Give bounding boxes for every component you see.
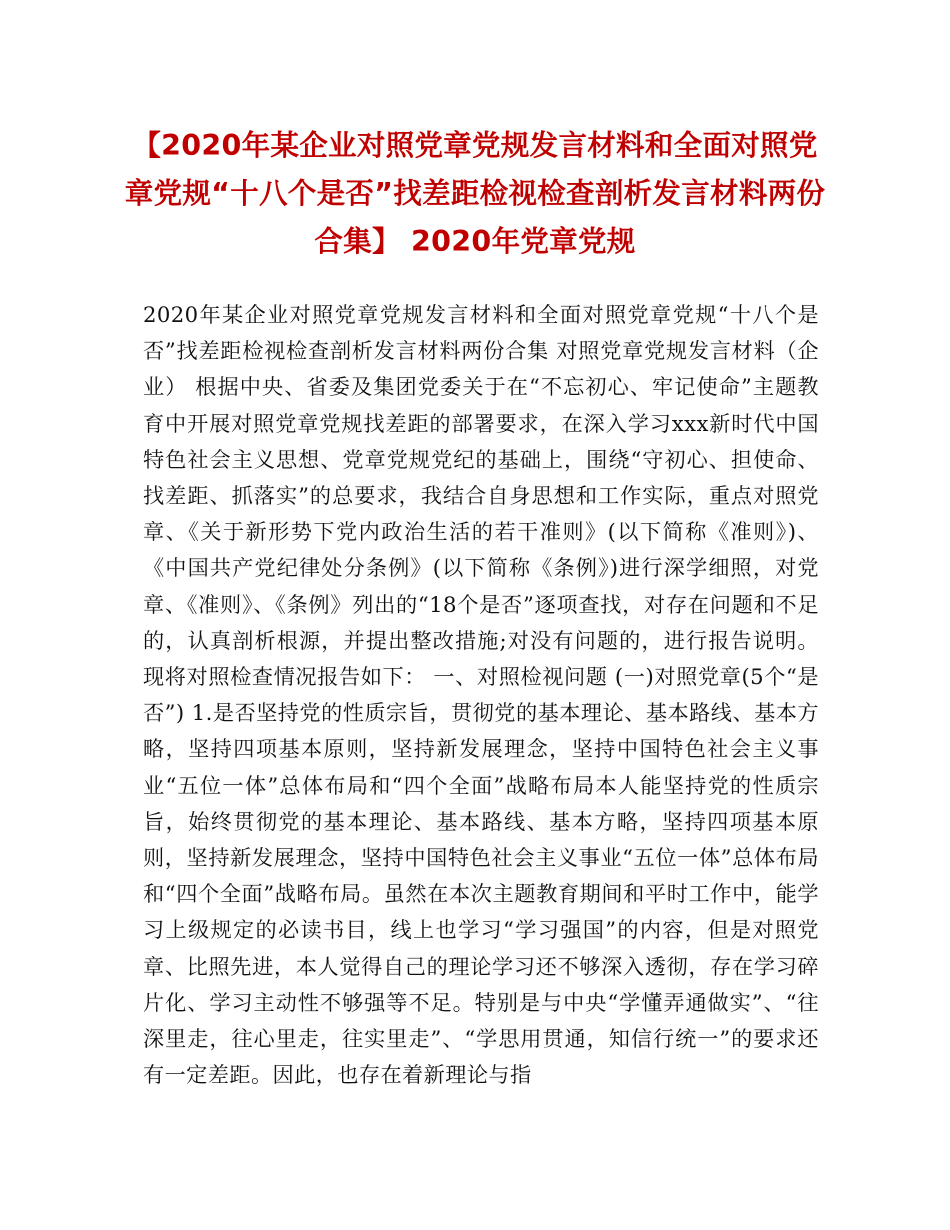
- document-title: 【2020年某企业对照党章党规发言材料和全面对照党章党规“十八个是否”找差距检视检查剖析发言材料两份合集】 2020年党章党规: [124, 129, 826, 258]
- document-body: 2020年某企业对照党章党规发言材料和全面对照党章党规“十八个是否”找差距检视检查剖析发言材料两份合集 对照党章党规发言材料（企业） 根据中央、省委及集团党委关于在“不忘初心、牢记使命”主题教育中开展对照党章党规找差距的部署要求，在深入学习xxx新时代中国特色社会主义思想、党章党规党纪的基础上，围绕“守初心、担使命、找差距、抓落实”的总要求，我结合自身思想和工作实际，重点对照党章、《关于新形势下党内政治生活的若干准则》(以下简称《准则》)、《中国共产党纪律处分条例》(以下简称《条例》)进行深学细照，对党章、《准则》、《条例》列出的“18个是否”逐项查找，对存在问题和不足的，认真剖析根源，并提出整改措施;对没有问题的，进行报告说明。现将对照检查情况报告如下： 一、对照检视问题 (一)对照党章(5个“是否”) 1.是否坚持党的性质宗旨，贯彻党的基本理论、基本路线、基本方略，坚持四项基本原则，坚持新发展理念，坚持中国特色社会主义事业“五位一体”总体布局和“四个全面”战略布局本人能坚持党的性质宗旨，始终贯彻党的基本理论、基本路线、基本方略，坚持四项基本原则，坚持新发展理念，坚持中国特色社会主义事业“五位一体”总体布局和“四个全面”战略布局。虽然在本次主题教育期间和平时工作中，能学习上级规定的必读书目，线上也学习“学习强国”的内容，但是对照党章、比照先进，本人觉得自己的理论学习还不够深入透彻，存在学习碎片化、学习主动性不够强等不足。特别是与中央“学懂弄通做实”、“往深里走，往心里走，往实里走”、“学思用贯通，知信行统一”的要求还有一定差距。因此，也存在着新理论与指: [143, 302, 819, 1088]
